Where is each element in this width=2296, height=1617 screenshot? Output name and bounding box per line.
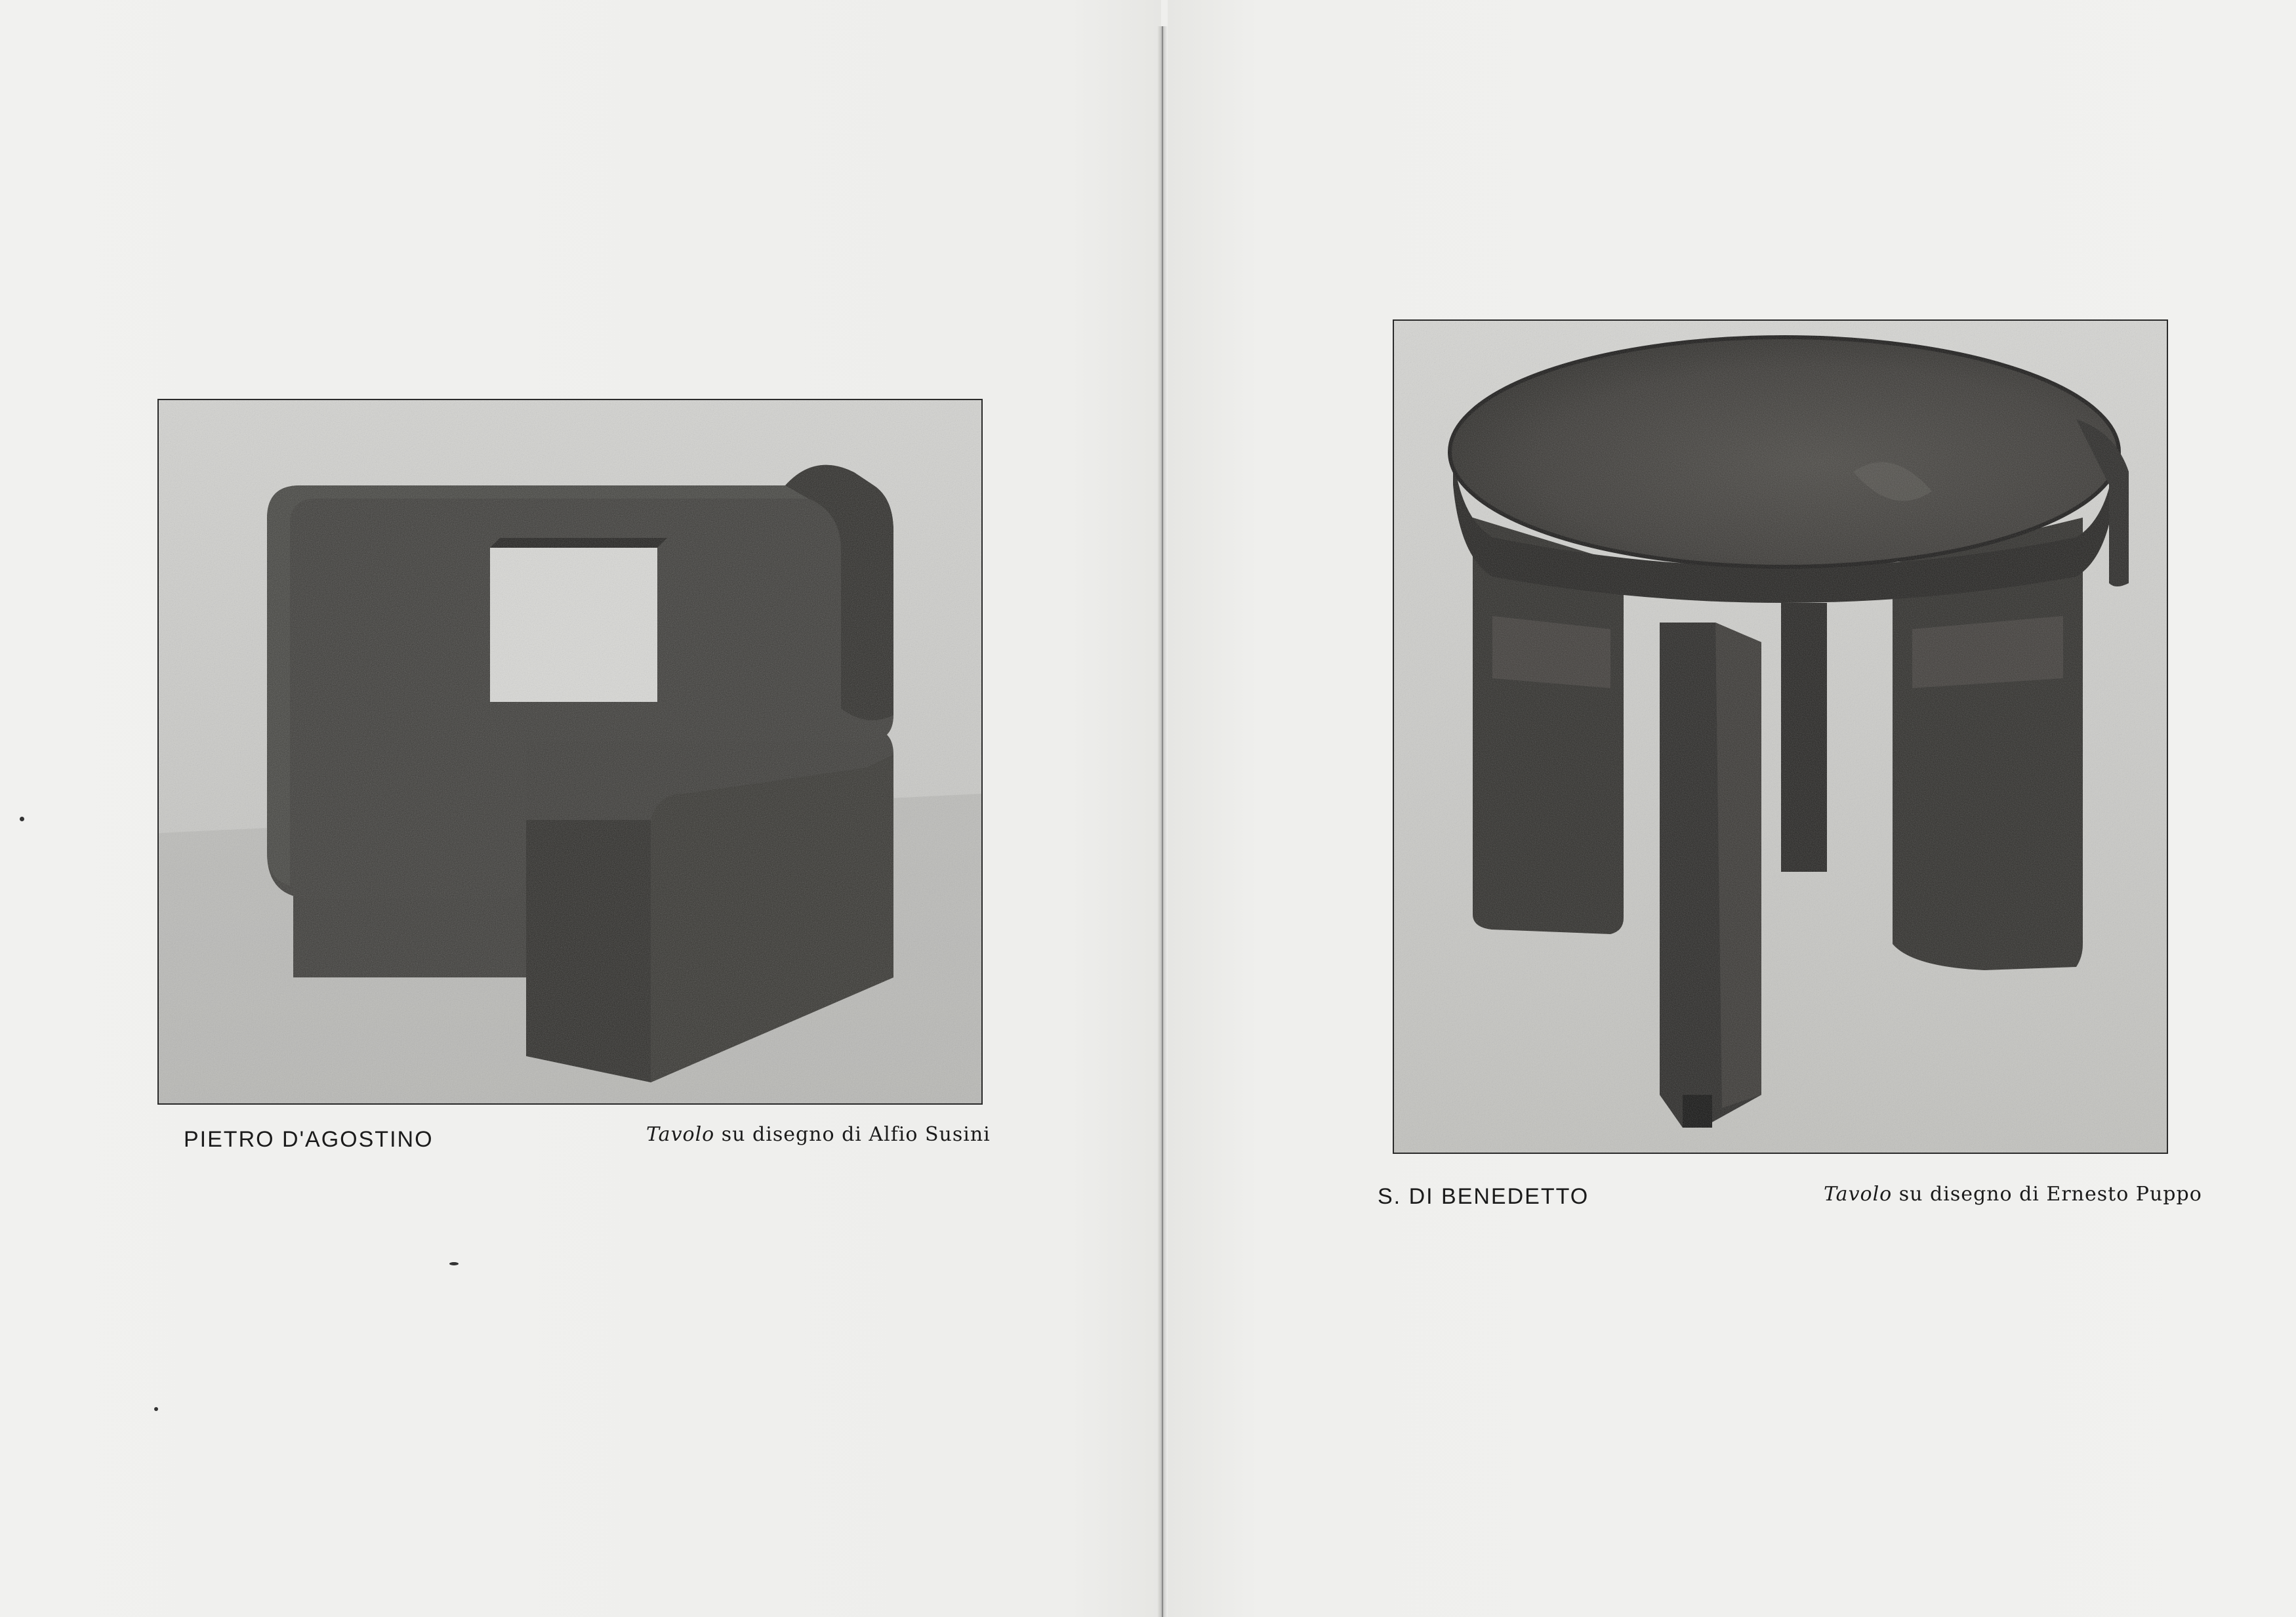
nesting-table-photo (159, 400, 981, 1103)
photo-plate-right (1393, 319, 2168, 1154)
maker-name-right: S. DI BENEDETTO (1378, 1184, 1589, 1209)
title-caption-left (646, 1123, 991, 1146)
book-gutter (1157, 26, 1168, 1617)
paper-speck (154, 1407, 158, 1411)
caption-rest-left: su disegno di Alfio Susini (714, 1123, 991, 1146)
title-caption-right (1824, 1183, 2202, 1206)
caption-italic-left: Tavolo (646, 1123, 715, 1146)
photo-plate-left (157, 399, 983, 1105)
maker-caption-left (184, 1127, 434, 1153)
maker-caption-right (1378, 1184, 1589, 1210)
round-table-photo (1394, 321, 2167, 1153)
caption-rest-right: su disegno di Ernesto Puppo (1892, 1183, 2202, 1206)
caption-italic-right: Tavolo (1824, 1183, 1893, 1206)
maker-name-left: PIETRO D'AGOSTINO (184, 1127, 434, 1152)
paper-speck (449, 1262, 459, 1265)
right-page (1168, 0, 2296, 1617)
paper-speck (20, 817, 24, 821)
